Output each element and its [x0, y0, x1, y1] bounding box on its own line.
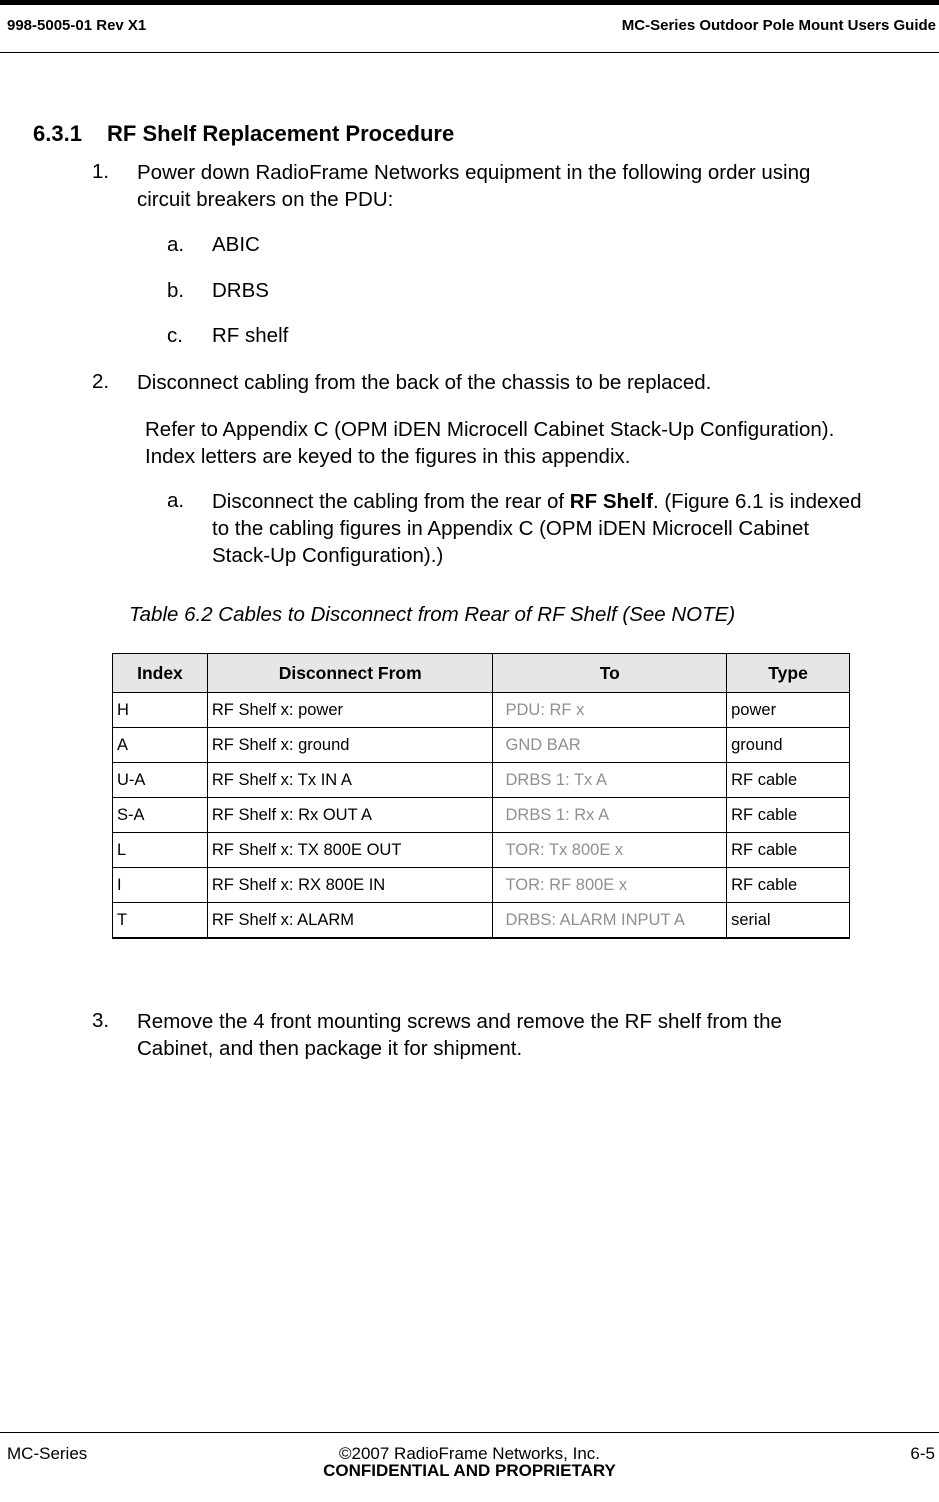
- step-2-note: [145, 416, 834, 470]
- table-row: [113, 693, 850, 728]
- cell-type: RF cable: [727, 833, 850, 868]
- step-1b-marker: b.: [167, 279, 185, 302]
- footer-copyright: ©2007 RadioFrame Networks, Inc.: [338, 1444, 601, 1463]
- cell-to: TOR: RF 800E x: [493, 868, 727, 903]
- header-rule: [0, 52, 939, 53]
- table-header-row: [113, 654, 850, 693]
- step-3-line-1: Remove the 4 front mounting screws and remove the RF shelf from the: [137, 1010, 782, 1033]
- step-1a-text: ABIC: [212, 233, 260, 256]
- cell-index: U-A: [113, 763, 208, 798]
- step-1-line-1: Power down RadioFrame Networks equipment in the following order using: [137, 161, 811, 184]
- step-3-line-2: Cabinet, and then package it for shipment.: [137, 1037, 523, 1060]
- cell-from: RF Shelf x: Rx OUT A: [207, 798, 493, 833]
- step-2a-post: . (Figure 6.1 is indexed: [652, 490, 862, 513]
- cell-index: T: [113, 903, 208, 939]
- cell-to: DRBS 1: Tx A: [493, 763, 727, 798]
- section-heading: [33, 121, 454, 147]
- table-row: [113, 798, 850, 833]
- cell-index: H: [113, 693, 208, 728]
- cell-type: RF cable: [727, 868, 850, 903]
- footer-page-number: 6-5: [910, 1444, 935, 1463]
- rf-shelf-emphasis: RF Shelf: [569, 490, 653, 513]
- step-2-text: Disconnect cabling from the back of the chassis to be replaced.: [137, 371, 712, 394]
- header-rule-top: [0, 0, 939, 5]
- step-1c-text: RF shelf: [212, 324, 289, 347]
- step-2a-line-3: Stack-Up Configuration).): [212, 544, 444, 567]
- header-type: Type: [727, 654, 850, 693]
- table-caption: Table 6.2 Cables to Disconnect from Rear of RF Shelf (See NOTE): [129, 603, 736, 626]
- cell-index: I: [113, 868, 208, 903]
- cables-table: [112, 653, 850, 939]
- cell-from: RF Shelf x: ALARM: [207, 903, 493, 939]
- step-2a-pre: Disconnect the cabling from the rear of: [212, 490, 570, 513]
- cell-to: DRBS 1: Rx A: [493, 798, 727, 833]
- step-2a-line-1: [212, 488, 861, 515]
- section-title: RF Shelf Replacement Procedure: [107, 121, 455, 146]
- table-row: [113, 903, 850, 939]
- header-index: Index: [113, 654, 208, 693]
- cell-from: RF Shelf x: ground: [207, 728, 493, 763]
- step-3-text: [137, 1008, 782, 1062]
- step-1a-marker: a.: [167, 233, 185, 256]
- table-row: [113, 728, 850, 763]
- section-number: 6.3.1: [33, 121, 82, 146]
- cell-index: L: [113, 833, 208, 868]
- cell-type: ground: [727, 728, 850, 763]
- header-to: To: [493, 654, 727, 693]
- cell-type: serial: [727, 903, 850, 939]
- header-disconnect-from: Disconnect From: [207, 654, 493, 693]
- doc-number: 998-5005-01 Rev X1: [7, 17, 147, 34]
- guide-title: MC-Series Outdoor Pole Mount Users Guide: [621, 17, 936, 34]
- table-row: [113, 833, 850, 868]
- step-1-line-2: circuit breakers on the PDU:: [137, 188, 394, 211]
- step-2-note-line-1: Refer to Appendix C (OPM iDEN Microcell Cabinet Stack-Up Configuration).: [145, 418, 835, 441]
- cell-to: GND BAR: [493, 728, 727, 763]
- cell-type: RF cable: [727, 763, 850, 798]
- cell-to: PDU: RF x: [493, 693, 727, 728]
- table-row: [113, 868, 850, 903]
- step-3-marker: 3.: [92, 1009, 110, 1032]
- cell-index: S-A: [113, 798, 208, 833]
- table-row: [113, 763, 850, 798]
- step-2a-line-2: to the cabling figures in Appendix C (OPM iDEN Microcell Cabinet: [212, 517, 810, 540]
- cell-from: RF Shelf x: RX 800E IN: [207, 868, 493, 903]
- cell-index: A: [113, 728, 208, 763]
- cell-to: DRBS: ALARM INPUT A: [493, 903, 727, 939]
- cell-to: TOR: Tx 800E x: [493, 833, 727, 868]
- cell-from: RF Shelf x: TX 800E OUT: [207, 833, 493, 868]
- step-1-marker: 1.: [92, 160, 110, 183]
- footer-rule: [0, 1432, 939, 1433]
- cell-from: RF Shelf x: power: [207, 693, 493, 728]
- cell-type: power: [727, 693, 850, 728]
- step-2a-marker: a.: [167, 489, 185, 512]
- step-1-text: [137, 159, 810, 213]
- footer-confidential: CONFIDENTIAL AND PROPRIETARY: [323, 1461, 616, 1480]
- step-1b-text: DRBS: [212, 279, 269, 302]
- step-2-marker: 2.: [92, 370, 110, 393]
- cell-type: RF cable: [727, 798, 850, 833]
- cell-from: RF Shelf x: Tx IN A: [207, 763, 493, 798]
- step-1c-marker: c.: [167, 324, 183, 347]
- step-2a-text: [212, 488, 861, 569]
- footer-product: MC-Series: [7, 1444, 88, 1463]
- step-2-note-line-2: Index letters are keyed to the figures in this appendix.: [145, 445, 631, 468]
